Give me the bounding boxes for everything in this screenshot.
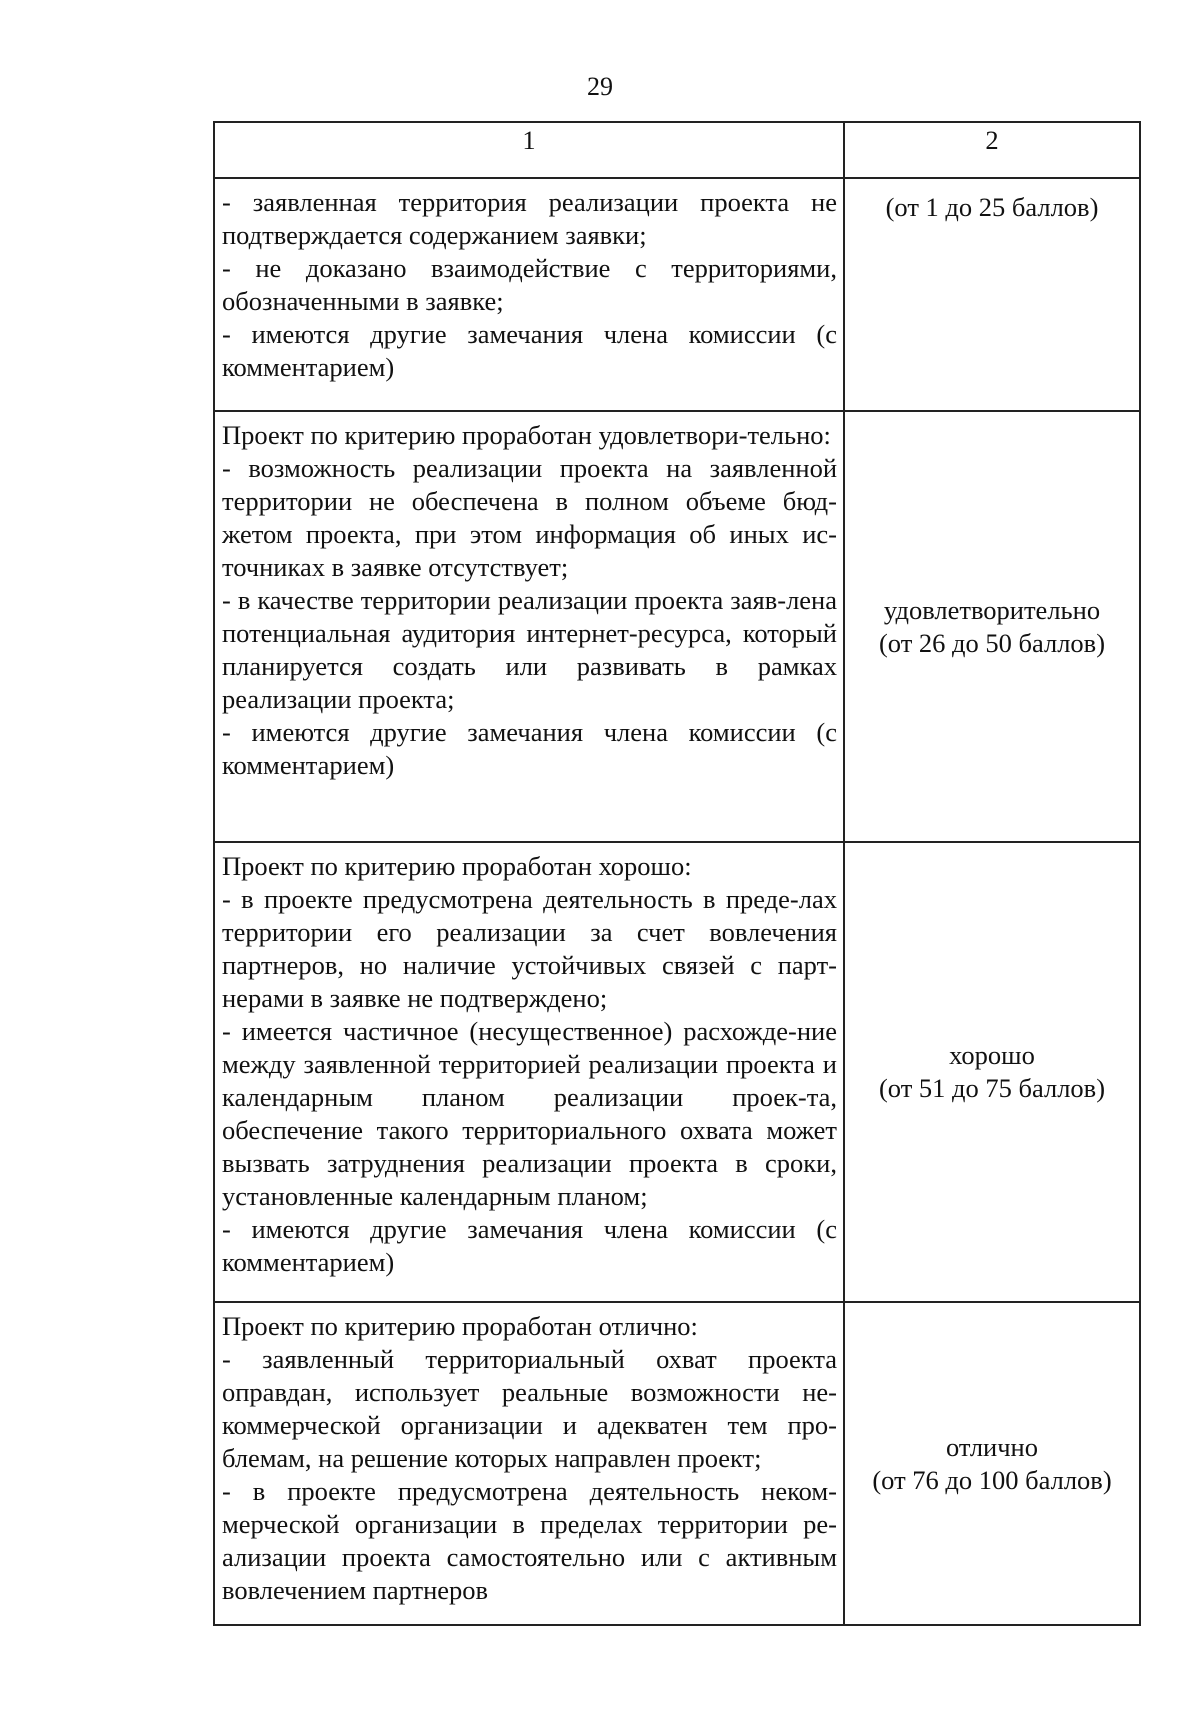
score-cell bbox=[844, 842, 1140, 1302]
score-range: (от 1 до 25 баллов) bbox=[885, 192, 1099, 222]
criterion-description bbox=[214, 1302, 844, 1625]
table-row bbox=[214, 842, 1140, 1302]
criteria-table bbox=[213, 121, 1141, 1626]
criterion-line: - заявленный территориальный охват проекта оправдан, использует реальные возможности не-коммерческой организации и адекватен тем про-блемам, на решение которых направлен проект; bbox=[222, 1344, 837, 1473]
page-number: 29 bbox=[587, 72, 613, 101]
table-row bbox=[214, 1302, 1140, 1625]
score-label: удовлетворительно bbox=[883, 594, 1101, 625]
table-row bbox=[214, 178, 1140, 411]
criterion-description bbox=[214, 411, 844, 842]
column-header-1: 1 bbox=[214, 122, 844, 178]
score-label: отлично bbox=[946, 1431, 1038, 1462]
criterion-line: Проект по критерию проработан хорошо: bbox=[222, 851, 692, 881]
criterion-line: - не доказано взаимодействие с территориями, обозначенными в заявке; bbox=[222, 253, 837, 316]
column-header-2: 2 bbox=[844, 122, 1140, 178]
criterion-line: Проект по критерию проработан отлично: bbox=[222, 1311, 698, 1341]
score-range: (от 26 до 50 баллов) bbox=[878, 627, 1106, 658]
score-cell bbox=[844, 1302, 1140, 1625]
table-header-row bbox=[214, 122, 1140, 178]
criterion-line: Проект по критерию проработан удовлетвори-тельно: bbox=[222, 420, 831, 450]
criterion-line: - в проекте предусмотрена деятельность неком-мерческой организации в пределах территории ре-ализации проекта самостоятельно или с активным вовлечением партнеров bbox=[222, 1476, 837, 1605]
criterion-description bbox=[214, 842, 844, 1302]
table-row bbox=[214, 411, 1140, 842]
criterion-line: - в проекте предусмотрена деятельность в преде-лах территории его реализации за счет вовлечения партнеров, но наличие устойчивых связей с парт-нерами в заявке не подтверждено; bbox=[222, 884, 837, 1013]
criterion-line: - имеются другие замечания члена комиссии (с комментарием) bbox=[222, 1214, 837, 1277]
criterion-line: - имеются другие замечания члена комиссии (с комментарием) bbox=[222, 319, 837, 382]
score-cell bbox=[844, 178, 1140, 411]
score-cell bbox=[844, 411, 1140, 842]
score-label: хорошо bbox=[949, 1040, 1035, 1070]
score-range: (от 51 до 75 баллов) bbox=[878, 1073, 1106, 1103]
criterion-line: - в качестве территории реализации проекта заяв-лена потенциальная аудитория интернет-ресурса, который планируется создать или развивать в рамках реализации проекта; bbox=[222, 585, 837, 714]
criterion-line: - имеются другие замечания члена комиссии (с комментарием) bbox=[222, 717, 837, 780]
criterion-line: - возможность реализации проекта на заявленной территории не обеспечена в полном объеме бюд-жетом проекта, при этом информация об иных ис-точниках в заявке отсутствует; bbox=[222, 453, 837, 582]
criterion-line: - заявленная территория реализации проекта не подтверждается содержанием заявки; bbox=[222, 187, 837, 250]
score-range: (от 76 до 100 баллов) bbox=[872, 1464, 1112, 1495]
criterion-description bbox=[214, 178, 844, 411]
criterion-line: - имеется частичное (несущественное) расхожде-ние между заявленной территорией реализации проекта и календарным планом реализации проек-та, обеспечение такого территориального охвата может вызвать затруднения реализации проекта в сроки, установленные календарным планом; bbox=[222, 1016, 837, 1211]
